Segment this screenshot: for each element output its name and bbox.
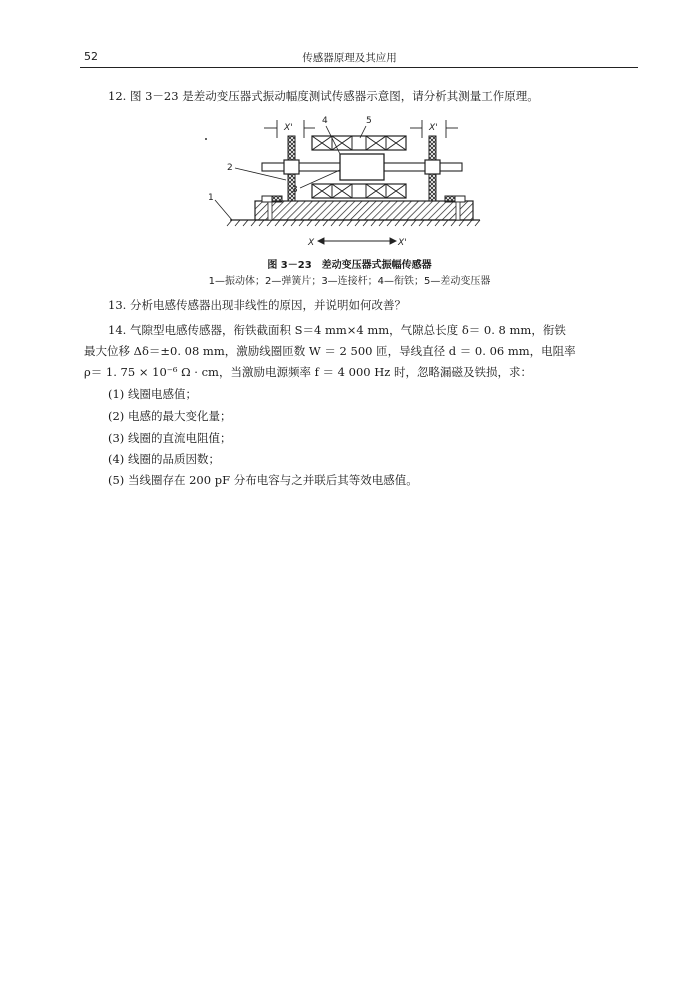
question-14-item: (3) 线圈的直流电阻值； (108, 431, 232, 445)
label-3: 3 (292, 185, 298, 195)
label-1: 1 (208, 193, 214, 203)
label-2: 2 (227, 163, 233, 173)
transformer-coil-bottom (312, 184, 406, 198)
question-14-item: (2) 电感的最大变化量； (108, 409, 232, 423)
figure-legend: 1—振动体；2—弹簧片；3—连接杆；4—衔铁；5—差动变压器 (208, 276, 491, 287)
header-rule (80, 67, 638, 68)
armature (340, 154, 384, 180)
vibrating-body (255, 201, 473, 220)
page-number: 52 (84, 50, 98, 63)
ground (227, 220, 480, 226)
question-13: 13. 分析电感传感器出现非线性的原因，并说明如何改善？ (108, 298, 406, 312)
sensor-diagram (200, 108, 500, 253)
label-5: 5 (366, 116, 372, 126)
question-14-item: (5) 当线圈存在 200 pF 分布电容与之并联后其等效电感值。 (108, 473, 418, 487)
label-x-prime-left: X' (284, 123, 293, 133)
question-12: 12. 图 3－23 是差动变压器式振动幅度测试传感器示意图，请分析其测量工作原理。 (108, 89, 539, 103)
axis-x-label: X (308, 238, 315, 248)
question-14-line-3: ρ＝ 1. 75 × 10⁻⁶ Ω · cm，当激励电源频率 f ＝ 4 000 Hz 时，忽略漏磁及铁损，求： (84, 365, 532, 379)
question-14-line-1: 14. 气隙型电感传感器，衔铁截面积 S＝4 mm×4 mm，气隙总长度 δ＝ 0. 8 mm，衔铁 (108, 323, 566, 337)
running-title: 传感器原理及其应用 (302, 52, 397, 64)
axis-x-prime-label: X' (398, 238, 407, 248)
label-x-prime-right: X' (429, 123, 438, 133)
question-14-item: (1) 线圈电感值； (108, 387, 197, 401)
question-14-item: (4) 线圈的品质因数； (108, 452, 220, 466)
figure-3-23 (200, 108, 500, 253)
transformer-coil-top (312, 136, 406, 150)
question-14-line-2: 最大位移 Δδ＝±0. 08 mm，激励线圈匝数 W ＝ 2 500 匝，导线直径 d ＝ 0. 06 mm，电阻率 (84, 344, 576, 358)
label-4: 4 (322, 116, 328, 126)
figure-caption: 图 3－23 差动变压器式振幅传感器 (267, 260, 432, 271)
